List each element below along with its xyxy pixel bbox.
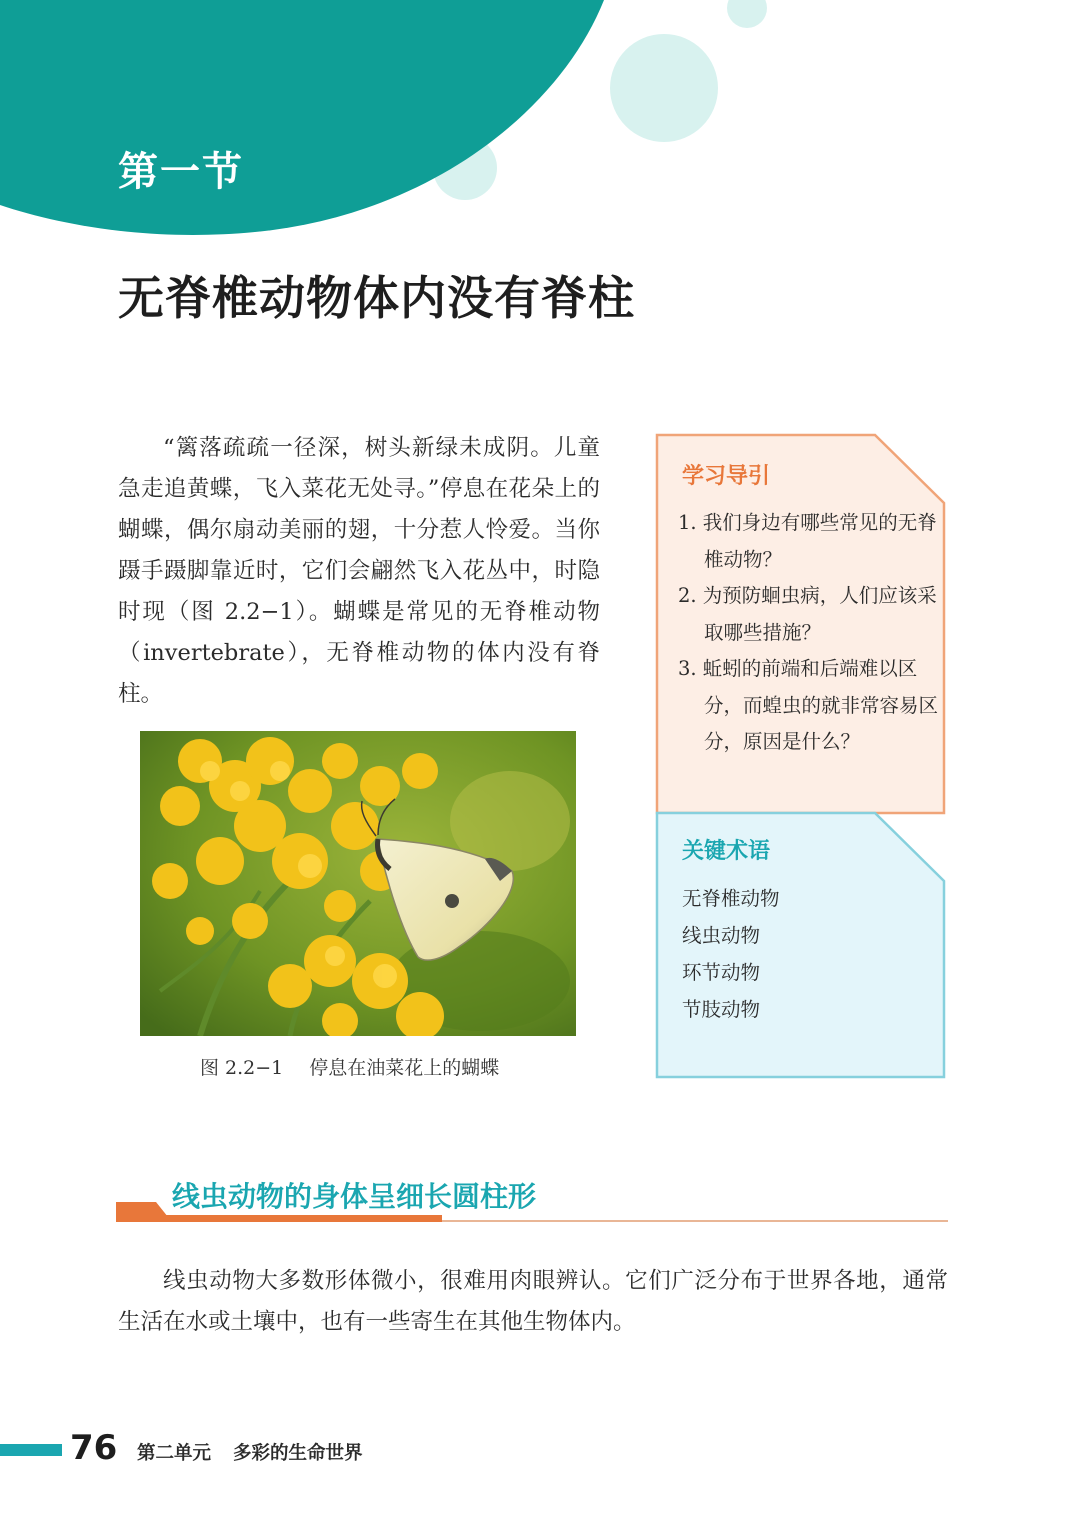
terms-list [682,880,780,1028]
decor-circle-small [727,0,767,28]
footer-accent-bar [0,1444,62,1456]
header-banner [0,0,1080,250]
section2-paragraph: 线虫动物大多数形体微小，很难用肉眼辨认。它们广泛分布于世界各地，通常生活在水或土壤中，也有一些寄生在其他生物体内。 [118,1268,948,1335]
page-number: 76 [70,1428,118,1468]
guide-heading: 学习导引 [682,464,771,489]
figure-number: 图 2.2−1 [200,1057,284,1079]
term-item: 无脊椎动物 [682,887,780,910]
terms-heading: 关键术语 [682,839,771,864]
figure-caption [200,1053,525,1080]
guide-list [678,505,940,761]
term-item: 节肢动物 [682,998,761,1021]
term-item: 环节动物 [682,961,761,984]
section2-title: 线虫动物的身体呈细长圆柱形 [172,1180,537,1213]
unit-label: 第二单元 [137,1443,212,1464]
figure-caption-text: 停息在油菜花上的蝴蝶 [309,1057,500,1079]
unit-title: 多彩的生命世界 [233,1443,363,1464]
butterfly-photo [140,731,576,1036]
guide-item: 2. 为预防蛔虫病，人们应该采取哪些措施？ [678,584,937,644]
section-label: 第一节 [118,149,244,195]
term-item: 线虫动物 [682,924,761,947]
footer-unit [137,1439,363,1465]
intro-paragraph: “篱落疏疏一径深，树头新绿未成阴。儿童急走追黄蝶，飞入菜花无处寻。”停息在花朵上的蝴蝶，偶尔扇动美丽的翅，十分惹人怜爱。当你蹑手蹑脚靠近时，它们会翩然飞入花丛中，时隐时现（图 2.2−1）。蝴蝶是常见的无脊椎动物（invertebrate），无脊椎动物的体内没有脊柱。 [118,435,600,707]
teal-header-shape [0,0,604,235]
chapter-title: 无脊椎动物体内没有脊柱 [118,271,635,325]
guide-item: 3. 蚯蚓的前端和后端难以区分，而蝗虫的就非常容易区分，原因是什么？ [678,657,939,753]
decor-circle-large [610,34,718,142]
guide-item: 1. 我们身边有哪些常见的无脊椎动物？ [678,511,937,571]
